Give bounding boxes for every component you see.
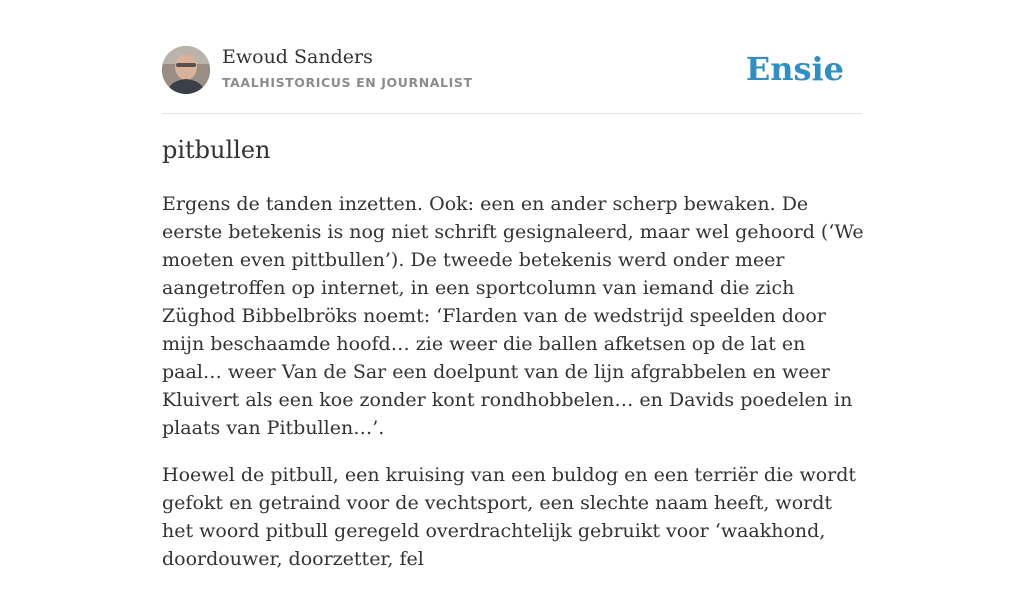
- author-role: TAALHISTORICUS EN JOURNALIST: [222, 75, 473, 90]
- entry-paragraph: Hoewel de pitbull, een kruising van een buldog en een terriër die wordt gefokt en getraind voor de vechtsport, een slechte naam heeft, wordt het woord pitbull geregeld overdrachtelijk gebruikt voor ‘waakhond, doordouwer, doorzetter, fel: [162, 464, 857, 570]
- entry-title: pitbullen: [162, 136, 271, 164]
- author-header: [162, 0, 862, 114]
- avatar-photo: [162, 46, 210, 94]
- ensie-logo[interactable]: Ensie: [745, 50, 844, 88]
- author-avatar[interactable]: [162, 46, 210, 94]
- page-container: [162, 0, 864, 570]
- entry-paragraph: Ergens de tanden inzetten. Ook: een en ander scherp bewaken. De eerste betekenis is nog niet schrift gesignaleerd, maar wel gehoord (‘We moeten even pittbullen’). De tweede betekenis werd onder meer aangetroffen op internet, in een sportcolumn van iemand die zich Züghod Bibbelbröks noemt: ‘Flarden van de wedstrijd speelden door mijn beschaamde hoofd… zie weer die ballen afketsen op de lat en paal… weer Van de Sar een doelpunt van de lijn afgrabbelen en weer Kluivert als een koe zonder kont rondhobbelen… en Davids poedelen in plaats van Pitbullen…’.: [162, 193, 864, 439]
- author-name[interactable]: Ewoud Sanders: [222, 46, 373, 68]
- entry-body: [162, 190, 867, 592]
